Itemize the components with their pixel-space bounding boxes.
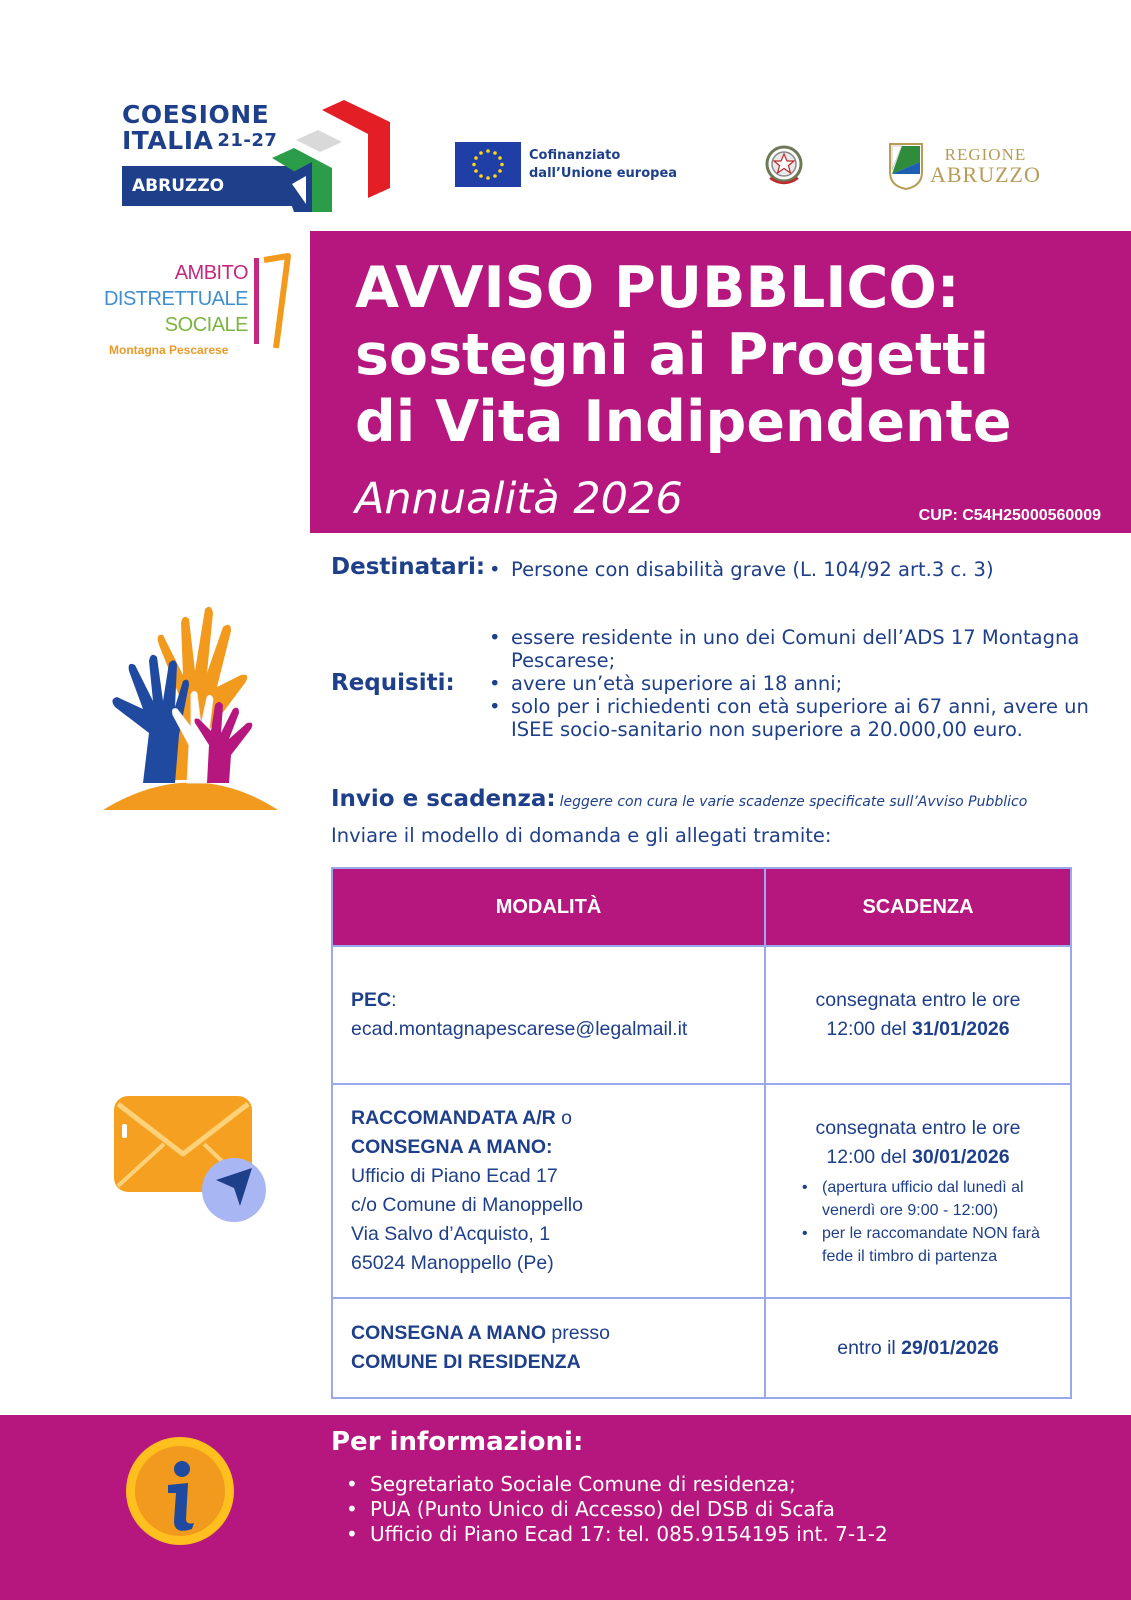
list-item: • Persone con disabilità grave (L. 104/92 art.3 c. 3) (485, 558, 1105, 581)
address-line: 65024 Manoppello (Pe) (351, 1252, 554, 1274)
list-item: • Segretariato Sociale Comune di residenza; (344, 1472, 1104, 1497)
deadline-cell-comune (765, 1298, 1071, 1398)
address-line: c/o Comune di Manoppello (351, 1194, 583, 1216)
invio-row (331, 786, 1111, 812)
title-banner (310, 231, 1131, 533)
table-row (332, 946, 1071, 1084)
deadline-date: 30/01/2026 (912, 1146, 1010, 1168)
table-row (332, 1084, 1071, 1298)
coesione-region: ABRUZZO (132, 176, 225, 196)
pec-address[interactable]: ecad.montagnapescarese@legalmail.it (351, 1018, 688, 1040)
list-item: • avere un’età superiore ai 18 anni; (485, 672, 1105, 695)
eu-line1: Cofinanziato (529, 148, 621, 163)
italian-republic-emblem-icon (762, 142, 806, 188)
deadline-line1: consegnata entro le ore (815, 1117, 1021, 1139)
submission-table (331, 867, 1072, 1399)
title-year: Annualità 2026 (355, 474, 683, 524)
list-item: • per le raccomandate NON farà fede il timbro di partenza (800, 1222, 1060, 1268)
eu-cofinanced-logo (455, 142, 685, 188)
coesione-arrows-icon (272, 100, 392, 212)
mode-after: : (391, 989, 397, 1011)
header-scadenza: SCADENZA (765, 868, 1071, 946)
mode-title-2: CONSEGNA A MANO: (351, 1136, 553, 1158)
mode-cell-raccomandata (332, 1084, 765, 1298)
address-line: Ufficio di Piano Ecad 17 (351, 1165, 558, 1187)
envelope-send-icon (112, 1094, 272, 1224)
deadline-line1: consegnata entro le ore (815, 989, 1021, 1011)
page-title (355, 255, 1012, 456)
list-item: • Ufficio di Piano Ecad 17: tel. 085.9154195 int. 7-1-2 (344, 1522, 1104, 1547)
ambito-line4: Montagna Pescarese (109, 343, 229, 357)
info-footer (0, 1415, 1131, 1600)
mode-title: RACCOMANDATA A/R (351, 1107, 556, 1129)
address-line: Via Salvo d’Acquisto, 1 (351, 1223, 551, 1245)
mode-cell-pec (332, 946, 765, 1084)
header-modalita: MODALITÀ (332, 868, 765, 946)
title-line3: di Vita Indipendente (355, 389, 1012, 455)
coesione-logo-text (122, 102, 277, 154)
deadline-cell-raccomandata (765, 1084, 1071, 1298)
mode-title-2: COMUNE DI RESIDENZA (351, 1351, 581, 1373)
deadline-prefix: 12:00 del (826, 1146, 913, 1168)
destinatari-list (485, 558, 1105, 581)
deadline-cell-pec (765, 946, 1071, 1084)
ambito-line3: SOCIALE (164, 314, 248, 336)
mode-title: PEC (351, 989, 392, 1011)
mode-cell-comune (332, 1298, 765, 1398)
ambito-number-17 (252, 239, 292, 352)
coesione-italia-logo (122, 100, 390, 212)
mode-title: CONSEGNA A MANO (351, 1322, 546, 1344)
regione-abruzzo-logo (888, 142, 1058, 192)
invio-label: Invio e scadenza: (331, 786, 556, 812)
table-header-row (332, 868, 1071, 946)
mode-after: presso (546, 1322, 610, 1344)
requisiti-label: Requisiti: (331, 670, 455, 696)
eu-flag-icon (455, 142, 521, 187)
title-line1: AVVISO PUBBLICO: (355, 255, 960, 321)
info-title: Per informazioni: (331, 1427, 584, 1457)
info-icon (124, 1435, 236, 1547)
mode-after: o (555, 1107, 572, 1129)
abruzzo-line2: ABRUZZO (930, 162, 1041, 187)
requisiti-list (485, 626, 1105, 741)
deadline-date: 29/01/2026 (901, 1336, 999, 1359)
ambito-distrettuale-logo (103, 239, 300, 362)
title-line2: sostegni ai Progetti (355, 322, 990, 388)
eu-line2: dall’Unione europea (529, 166, 678, 181)
table-row (332, 1298, 1071, 1398)
deadline-prefix: entro il (837, 1336, 902, 1359)
ambito-number-text: 17 (252, 239, 270, 256)
cup-code: CUP: C54H25000560009 (918, 507, 1101, 524)
coesione-line1: COESIONE (122, 100, 270, 129)
abruzzo-line1: REGIONE (944, 145, 1027, 164)
list-item: • (apertura ufficio dal lunedì al venerdì ore 9:00 - 12:00) (800, 1176, 1060, 1222)
list-item: • essere residente in uno dei Comuni dell’ADS 17 Montagna Pescarese; (485, 626, 1105, 672)
invio-note: leggere con cura le varie scadenze specificate sull’Avviso Pubblico (559, 794, 1028, 810)
list-item: • solo per i richiedenti con età superiore ai 67 anni, avere un ISEE socio-sanitario non superiore a 20.000,00 euro. (485, 695, 1105, 741)
list-item: • PUA (Punto Unico di Accesso) del DSB di Scafa (344, 1497, 1104, 1522)
abruzzo-logo-text (930, 145, 1041, 185)
coesione-line2: ITALIA (122, 126, 214, 155)
invio-instructions: Inviare il modello di domanda e gli allegati tramite: (331, 824, 832, 847)
coesione-years: 21-27 (217, 130, 278, 151)
abruzzo-shield-icon (888, 142, 924, 190)
destinatari-label: Destinatari: (331, 554, 486, 580)
deadline-date: 31/01/2026 (912, 1018, 1010, 1040)
deadline-notes (800, 1176, 1060, 1268)
eu-logo-text (529, 147, 677, 183)
hands-icon (103, 605, 283, 815)
info-list (344, 1472, 1104, 1547)
deadline-prefix: 12:00 del (826, 1018, 913, 1040)
ambito-line2: DISTRETTUALE (103, 288, 248, 310)
ambito-line1: AMBITO (174, 262, 248, 284)
